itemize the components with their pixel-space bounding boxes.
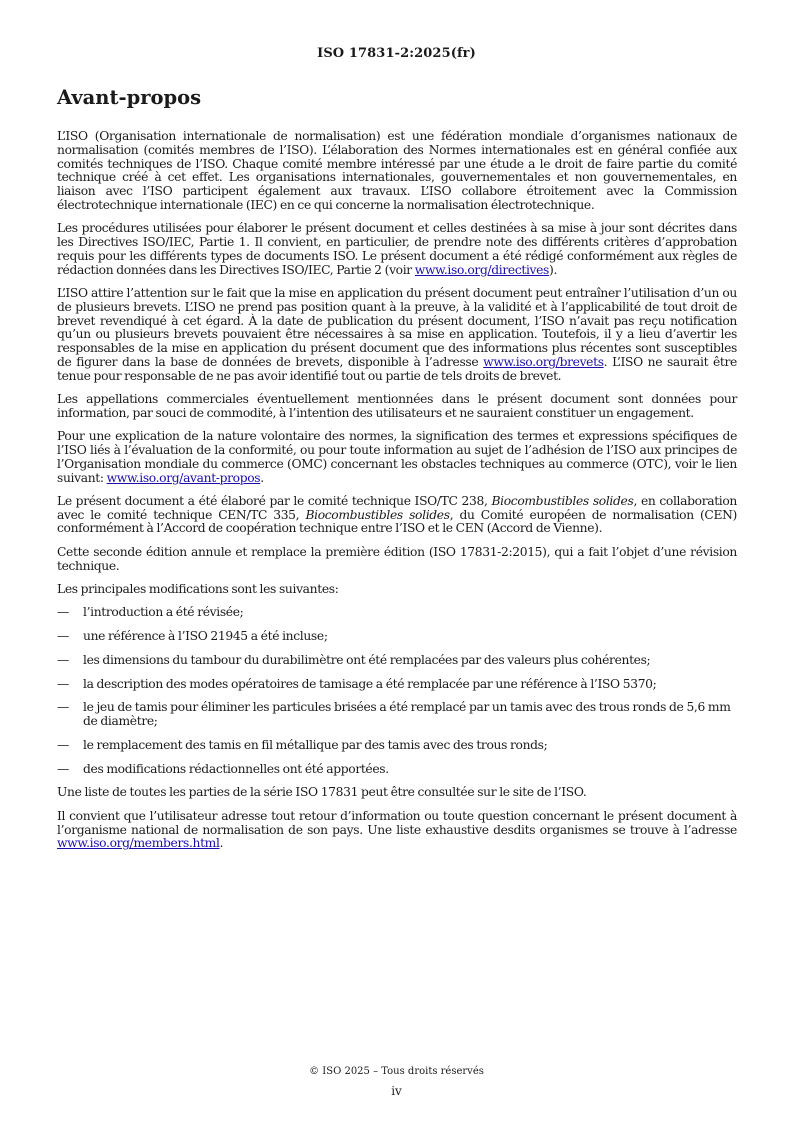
paragraph-text: Le présent document a été élaboré par le comité technique ISO/TC 238, — [57, 493, 492, 508]
copyright-footer: © ISO 2025 – Tous droits réservés — [309, 1066, 484, 1077]
list-item-text: le remplacement des tamis en fil métallique par des tamis avec des trous ronds; — [83, 737, 548, 752]
link-directives[interactable]: www.iso.org/directives — [414, 262, 550, 277]
list-item-text: la description des modes opératoires de tamisage a été remplacée par une référence à l’ISO 5370; — [83, 676, 657, 691]
link-brevets[interactable]: www.iso.org/brevets — [483, 354, 604, 369]
paragraph-feedback — [57, 810, 737, 851]
dash-bullet: — — [57, 628, 69, 643]
paragraph-procedures — [57, 222, 737, 277]
paragraph-edition: Cette seconde édition annule et remplace la première édition (ISO 17831-2:2015), qui a fait l’objet d’une révision technique. — [57, 544, 737, 573]
paragraph-patents — [57, 287, 737, 384]
dash-bullet: — — [57, 605, 69, 620]
dash-bullet: — — [57, 700, 69, 715]
list-item — [57, 630, 737, 644]
committee-title: Biocombustibles solides — [491, 493, 634, 508]
paragraph-series-list: Une liste de toutes les parties de la série ISO 17831 peut être consultée sur le site de l’ISO. — [57, 785, 587, 800]
paragraph-text: Pour une explication de la nature volontaire des normes, la signification des termes et expressions spécifiques de l’ISO liés à l’évaluation de la conformité, ou pour toute information au sujet de l’adhésion de l’ISO aux principes de l’Organisation mondiale du commerce (OMC) concernant les obstacles techniques au commerce (OTC), voir le lien suivant: — [57, 429, 737, 485]
list-item — [57, 701, 737, 729]
list-item-text: l’introduction a été révisée; — [83, 605, 244, 620]
paragraph-text: Les procédures utilisées pour élaborer le présent document et celles destinées à sa mise à jour sont décrites dans les Directives ISO/IEC, Partie 1. Il convient, en particulier, de prendre note des différents critères d’approbation requis pour les différents types de documents ISO. Le présent document a été rédigé conformément aux règles de rédaction données dans les Directives ISO/IEC, Partie 2 (voir — [57, 221, 737, 277]
page-title: Avant-propos — [57, 86, 202, 109]
list-item-text: les dimensions du tambour du durabilimètre ont été remplacées par des valeurs plus cohérentes; — [83, 652, 651, 667]
list-item-text: une référence à l’ISO 21945 a été incluse; — [83, 628, 328, 643]
paragraph-committee — [57, 495, 737, 536]
list-item — [57, 606, 737, 620]
committee-title: Biocombustibles solides — [305, 507, 450, 522]
link-avant-propos[interactable]: www.iso.org/avant-propos — [106, 470, 261, 485]
paragraph-text: , en collaboration avec le comité technique CEN/TC 335, — [57, 493, 737, 522]
dash-bullet: — — [57, 761, 69, 776]
changes-list — [57, 606, 737, 776]
list-item — [57, 678, 737, 692]
list-item — [57, 739, 737, 753]
paragraph-text: Il convient que l’utilisateur adresse tout retour d’information ou toute question concernant le présent document à l’organisme national de normalisation de son pays. Une liste exhaustive desdits organismes se trouve à l’adresse — [57, 808, 737, 837]
list-item-text: des modifications rédactionnelles ont été apportées. — [83, 761, 389, 776]
link-members[interactable]: www.iso.org/members.html — [57, 836, 220, 851]
list-item-text: le jeu de tamis pour éliminer les particules brisées a été remplacé par un tamis avec des trous ronds de 5,6 mm de diamètre; — [83, 700, 731, 729]
dash-bullet: — — [57, 737, 69, 752]
dash-bullet: — — [57, 676, 69, 691]
paragraph-text: ). — [549, 262, 558, 277]
paragraph-text: . L’ISO ne saurait être tenue pour responsable de ne pas avoir identifié tout ou partie de tels droits de brevet. — [57, 354, 737, 383]
page-number: iv — [391, 1084, 402, 1098]
paragraph-text: L’ISO attire l’attention sur le fait que la mise en application du présent document peut entraîner l’utilisation d’un ou de plusieurs brevets. L’ISO ne prend pas position quant à la preuve, à la validité et à l’applicabilité de tout droit de brevet revendiqué à cet égard. À la date de publication du présent document, l’ISO n’avait pas reçu notification qu’un ou plusieurs brevets pouvaient être nécessaires à sa mise en application. Toutefois, il y a lieu d’avertir les responsables de la mise en application du présent document que des informations plus récentes sont susceptibles de figurer dans la base de données de brevets, disponible à l’adresse — [57, 285, 737, 369]
list-item — [57, 763, 737, 777]
paragraph-text: . — [219, 836, 224, 851]
paragraph-iso-intro: L’ISO (Organisation internationale de normalisation) est une fédération mondiale d’organismes nationaux de normalisation (comités membres de l’ISO). L’élaboration des Normes internationales est en général confiée aux comités techniques de l’ISO. Chaque comité membre intéressé par une étude a le droit de faire partie du comité technique créé à cet effet. Les organisations internationales, gouvernementales et non gouvernementales, en liaison avec l’ISO participent également aux travaux. L’ISO collabore étroitement avec la Commission électrotechnique internationale (IEC) en ce qui concerne la normalisation électrotechnique. — [57, 129, 737, 212]
foreword-body — [57, 130, 737, 861]
paragraph-text: . — [260, 470, 264, 485]
paragraph-voluntary-nature — [57, 430, 737, 485]
dash-bullet: — — [57, 652, 69, 667]
paragraph-trade-names: Les appellations commerciales éventuellement mentionnées dans le présent document sont données pour information, par souci de commodité, à l’intention des utilisateurs et ne sauraient constituer un engagement. — [57, 392, 737, 420]
document-id-header: ISO 17831-2:2025(fr) — [317, 46, 476, 61]
paragraph-changes-intro: Les principales modifications sont les suivantes: — [57, 581, 339, 596]
list-item — [57, 654, 737, 668]
paragraph-text: , du Comité européen de normalisation (CEN) conformément à l’Accord de coopération technique entre l’ISO et le CEN (Accord de Vienne). — [57, 507, 737, 536]
